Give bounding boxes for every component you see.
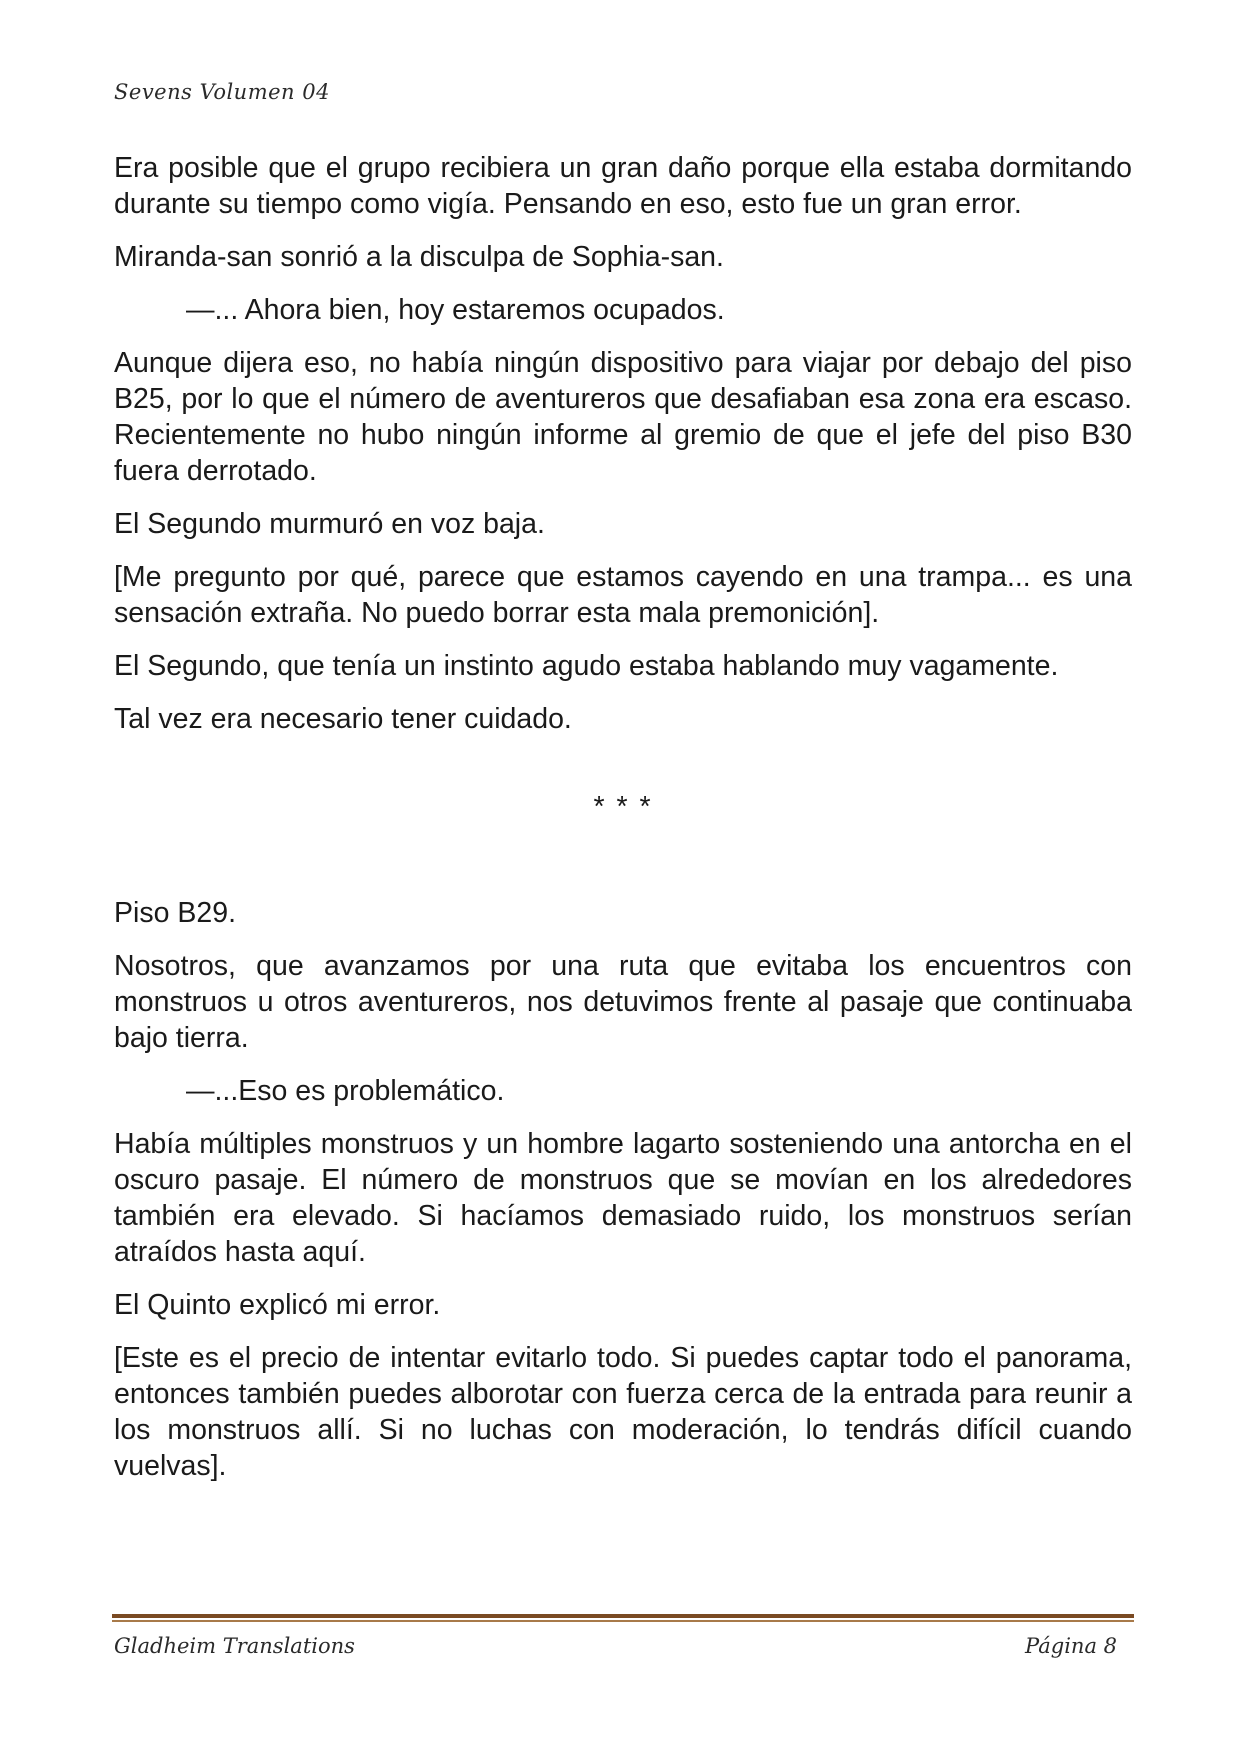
paragraph: El Segundo murmuró en voz baja. (114, 508, 545, 540)
paragraph: Miranda-san sonrió a la disculpa de Sophia-san. (114, 241, 724, 273)
running-header: Sevens Volumen 04 (114, 80, 330, 104)
paragraph: [Me pregunto por qué, parece que estamos cayendo en una trampa... es una sensación extraña. No puedo borrar esta mala premonición]. (114, 561, 1132, 629)
page-number: Página 8 (1025, 1634, 1117, 1658)
paragraph: Tal vez era necesario tener cuidado. (114, 703, 572, 735)
paragraph: Era posible que el grupo recibiera un gran daño porque ella estaba dormitando durante su tiempo como vigía. Pensando en eso, esto fue un gran error. (114, 152, 1132, 220)
page-body (114, 150, 1132, 1501)
paragraph: [Este es el precio de intentar evitarlo todo. Si puedes captar todo el panorama, entonces también puedes alborotar con fuerza cerca de la entrada para reunir a los monstruos allí. Si no luchas con moderación, lo tendrás difícil cuando vuelvas]. (114, 1342, 1132, 1482)
paragraph: Piso B29. (114, 897, 236, 929)
paragraph: Había múltiples monstruos y un hombre lagarto sosteniendo una antorcha en el oscuro pasaje. El número de monstruos que se movían en los alrededores también era elevado. Si hacíamos demasiado ruido, los monstruos serían atraídos hasta aquí. (114, 1128, 1132, 1268)
dialog-line: —... Ahora bien, hoy estaremos ocupados. (186, 294, 725, 326)
paragraph: El Segundo, que tenía un instinto agudo estaba hablando muy vagamente. (114, 650, 1059, 682)
paragraph: El Quinto explicó mi error. (114, 1289, 441, 1321)
paragraph: Aunque dijera eso, no había ningún dispositivo para viajar por debajo del piso B25, por lo que el número de aventureros que desafiaban esa zona era escaso. Recientemente no hubo ningún informe al gremio de que el jefe del piso B30 fuera derrotado. (114, 347, 1132, 487)
dialog-line: —...Eso es problemático. (186, 1075, 505, 1107)
paragraph: Nosotros, que avanzamos por una ruta que evitaba los encuentros con monstruos u otros aventureros, nos detuvimos frente al pasaje que continuaba bajo tierra. (114, 950, 1132, 1054)
scene-separator: * * * (593, 791, 653, 823)
footer-publisher: Gladheim Translations (114, 1634, 355, 1658)
